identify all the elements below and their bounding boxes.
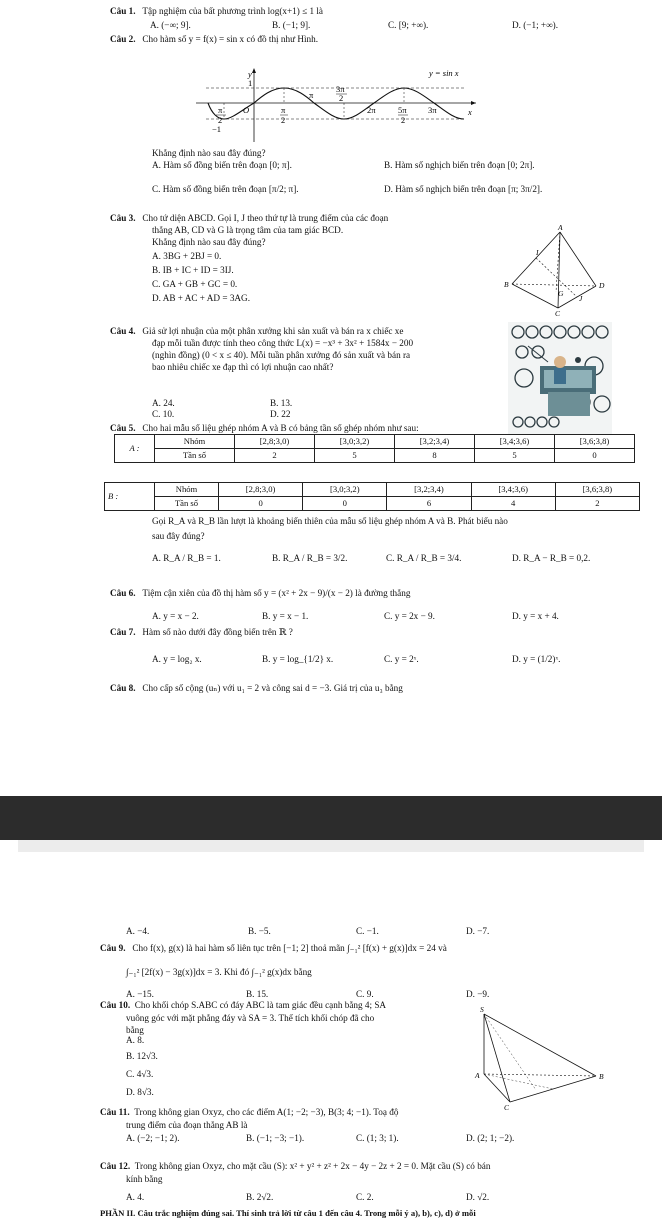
label-J: J [579,294,583,303]
label-3pi: 3π [428,105,437,115]
q4-text-3: (nghìn đồng) (0 < x ≤ 40). Mỗi tuần phân xưởng đó sản xuất và bán ra [152,350,411,360]
table-cell: [3,6;3,8) [555,483,639,497]
q5-after-1: Gọi R_A và R_B lần lượt là khoảng biến thiên của mẫu số liệu ghép nhóm A và B. Phát biểu nào [152,516,508,526]
table-cell: 4 [471,497,555,511]
q5-option-d[interactable]: D. R_A − R_B = 0,2. [512,553,591,563]
frequency-table-a [114,434,635,463]
q9-label: Câu 9. [100,943,126,953]
q6-text: Tiệm cận xiên của đồ thị hàm số y = (x² + 2x − 9)/(x − 2) là đường thẳng [142,588,411,598]
q4-option-d[interactable]: D. 22 [270,409,291,419]
q7-option-d[interactable]: D. y = (1/2)ˣ. [512,654,561,664]
q8-text: Cho cấp số cộng (uₙ) với u₁ = 2 và công sai d = −3. Giá trị của u₃ bằng [142,683,403,693]
q12-option-a[interactable]: A. 4. [126,1192,145,1202]
q9-option-c[interactable]: C. 9. [356,989,374,999]
bicycle-factory-illustration [508,322,612,434]
table-cell: 5 [315,449,395,463]
q5-option-c[interactable]: C. R_A / R_B = 3/4. [386,553,462,563]
q5-stem [110,423,419,434]
q9-option-d[interactable]: D. −9. [466,989,490,999]
table-cell: [3,6;3,8) [555,435,635,449]
tetrahedron-figure [498,224,610,316]
q8-option-b[interactable]: B. −5. [248,926,271,936]
part2-heading: PHẦN II. Câu trắc nghiệm đúng sai. Thí sinh trả lời từ câu 1 đến câu 4. Trong mỗi ý a), b), c), d) ở mỗi [100,1208,476,1218]
label-B: B [599,1072,604,1081]
q1-label: Câu 1. [110,6,136,16]
q9-text-1: Cho f(x), g(x) là hai hàm số liên tục trên [−1; 2] thoả mãn ∫₋₁² [f(x) + g(x)]dx = 24 và [132,943,447,953]
q3-option-c[interactable]: C. GA + GB + GC = 0. [152,279,238,289]
q1-option-b[interactable]: B. (−1; 9]. [272,20,311,30]
q10-option-d[interactable]: D. 8√3. [126,1087,154,1097]
q4-stem [110,326,403,337]
q2-text: Cho hàm số y = f(x) = sin x có đồ thị như Hình. [142,34,319,44]
q6-label: Câu 6. [110,588,136,598]
q1-option-c[interactable]: C. [9; +∞). [388,20,429,30]
q12-option-d[interactable]: D. √2. [466,1192,490,1202]
q8-label: Câu 8. [110,683,136,693]
table-cell: Nhóm [155,483,219,497]
frequency-table-b [104,482,640,511]
q7-label: Câu 7. [110,627,136,637]
q2-option-c[interactable]: C. Hàm số đồng biến trên đoạn [π/2; π]. [152,184,299,194]
q8-stem [110,683,403,694]
table-cell: Tần số [155,497,219,511]
table-cell: [2,8;3,0) [235,435,315,449]
q10-text-2: vuông góc với mặt phẳng đáy và SA = 3. Thể tích khối chóp đã cho [126,1013,375,1023]
label-3pi2-den: 2 [339,93,344,103]
label-A: A [475,1071,480,1080]
label-D: D [599,281,605,290]
q12-text-2: kính bằng [126,1174,163,1184]
q8-option-a[interactable]: A. −4. [126,926,150,936]
q2-option-b[interactable]: B. Hàm số nghịch biến trên đoạn [0; 2π]. [384,160,535,170]
q6-option-a[interactable]: A. y = x − 2. [152,611,199,621]
q2-prompt: Khẳng định nào sau đây đúng? [152,148,266,158]
q3-prompt: Khẳng định nào sau đây đúng? [152,237,266,247]
table-a-name: A : [115,435,155,463]
q3-option-b[interactable]: B. IB + IC + ID = 3IJ. [152,265,234,275]
x-axis-label: x [468,107,472,117]
q8-option-d[interactable]: D. −7. [466,926,490,936]
table-a-freq-row [115,449,635,463]
sine-graph [196,66,478,144]
table-cell: 0 [555,449,635,463]
q11-label: Câu 11. [100,1107,130,1117]
table-cell: 8 [395,449,475,463]
q5-label: Câu 5. [110,423,136,433]
q9-stem [100,943,447,954]
q11-text-2: trung điểm của đoạn thẳng AB là [126,1120,248,1130]
label-G: G [558,289,564,298]
q3-text-1: Cho tứ diện ABCD. Gọi I, J theo thứ tự là trung điểm của các đoạn [142,213,389,223]
q2-option-d[interactable]: D. Hàm số nghịch biến trên đoạn [π; 3π/2]. [384,184,543,194]
q7-option-b[interactable]: B. y = log_{1/2} x. [262,654,334,664]
label-one: 1 [248,78,253,88]
table-cell: 0 [219,497,303,511]
q12-option-c[interactable]: C. 2. [356,1192,374,1202]
q11-option-c[interactable]: C. (1; 3; 1). [356,1133,399,1143]
q10-label: Câu 10. [100,1000,131,1010]
table-cell: 6 [387,497,471,511]
q3-option-a[interactable]: A. 3BG + 2BJ = 0. [152,251,222,261]
q2-option-a[interactable]: A. Hàm số đồng biến trên đoạn [0; π]. [152,160,292,170]
q11-text-1: Trong không gian Oxyz, cho các điểm A(1; −2; −3), B(3; 4; −1). Toạ độ [134,1107,399,1117]
pyramid-figure [470,1004,610,1110]
scan-light-band [18,840,644,852]
label-A: A [558,224,563,232]
table-b-group-row [105,483,640,497]
q4-label: Câu 4. [110,326,136,336]
q6-stem [110,588,410,599]
label-2pi: 2π [367,105,376,115]
q11-option-d[interactable]: D. (2; 1; −2). [466,1133,515,1143]
table-cell: 2 [555,497,639,511]
q5-option-a[interactable]: A. R_A / R_B = 1. [152,553,221,563]
label-I: I [536,248,539,257]
scan-dark-band [0,796,662,840]
q9-option-a[interactable]: A. −15. [126,989,154,999]
label-C: C [504,1103,510,1110]
q1-option-a[interactable]: A. (−∞; 9]. [150,20,191,30]
q10-option-a[interactable]: A. 8. [126,1035,145,1045]
q4-text-1: Giả sử lợi nhuận của một phân xưởng khi sản xuất và bán ra x chiếc xe [142,326,404,336]
label-5pi2: 5π [398,105,407,115]
table-cell: [3,0;3,2) [315,435,395,449]
q4-option-b[interactable]: B. 13. [270,398,293,408]
q12-text-1: Trong không gian Oxyz, cho mặt cầu (S): x² + y² + z² + 2x − 4y − 2z + 2 = 0. Mặt cầu (S) có bán [134,1161,491,1171]
label-5pi2-den: 2 [401,115,406,125]
table-cell: Tần số [155,449,235,463]
q10-text-3: bằng [126,1025,144,1035]
label-pi: π [309,90,314,100]
q6-option-d[interactable]: D. y = x + 4. [512,611,559,621]
q10-stem [100,1000,386,1011]
q5-option-b[interactable]: B. R_A / R_B = 3/2. [272,553,348,563]
q12-option-b[interactable]: B. 2√2. [246,1192,274,1202]
table-cell: Nhóm [155,435,235,449]
q10-option-b[interactable]: B. 12√3. [126,1051,158,1061]
table-cell: [3,2;3,4) [395,435,475,449]
q2-stem [110,34,318,45]
q1-stem [110,6,323,17]
q2-label: Câu 2. [110,34,136,44]
q6-option-c[interactable]: C. y = 2x − 9. [384,611,435,621]
q3-stem [110,213,388,224]
label-3pi2: 3π [336,84,345,94]
q10-option-c[interactable]: C. 4√3. [126,1069,154,1079]
q8-option-c[interactable]: C. −1. [356,926,379,936]
q12-stem [100,1161,490,1172]
q5-after-2: sau đây đúng? [152,531,205,541]
q9-text-2: ∫₋₁² [2f(x) − 3g(x)]dx = 3. Khi đó ∫₋₁² g(x)dx bằng [126,967,312,977]
q11-stem [100,1107,398,1118]
y-axis-arrow [252,68,256,73]
q7-option-a[interactable]: A. y = log₂ x. [152,654,202,664]
y-axis-label: y [248,69,252,79]
table-cell: 5 [475,449,555,463]
table-b-name: B : [105,483,155,511]
q3-text-2: thẳng AB, CD và G là trọng tâm của tam giác BCD. [152,225,344,235]
table-cell: [3,2;3,4) [387,483,471,497]
table-cell: [3,0;3,2) [303,483,387,497]
q3-label: Câu 3. [110,213,136,223]
q5-text: Cho hai mẫu số liệu ghép nhóm A và B có bảng tần số ghép nhóm như sau: [142,423,419,433]
table-cell: 0 [303,497,387,511]
q1-text: Tập nghiệm của bất phương trình log(x+1) ≤ 1 là [142,6,323,16]
q4-option-c[interactable]: C. 10. [152,409,175,419]
label-mpi2-den: 2 [218,115,223,125]
q4-text-4: bao nhiêu chiếc xe đạp thì có lợi nhuận cao nhất? [152,362,334,372]
q11-option-b[interactable]: B. (−1; −3; −1). [246,1133,305,1143]
q3-option-d[interactable]: D. AB + AC + AD = 3AG. [152,293,250,303]
q6-option-b[interactable]: B. y = x − 1. [262,611,309,621]
label-C: C [555,309,561,316]
q1-option-d[interactable]: D. (−1; +∞). [512,20,559,30]
q7-stem [110,627,293,638]
q11-option-a[interactable]: A. (−2; −1; 2). [126,1133,180,1143]
table-a-group-row [115,435,635,449]
table-cell: 2 [235,449,315,463]
label-mpi2: π [218,105,223,115]
q4-option-a[interactable]: A. 24. [152,398,175,408]
q7-text: Hàm số nào dưới đây đồng biến trên ℝ ? [142,627,293,637]
label-B: B [504,280,509,289]
label-pi2-den: 2 [281,115,286,125]
table-cell: [2,8;3,0) [219,483,303,497]
table-cell: [3,4;3,6) [471,483,555,497]
label-minus-one: −1 [212,124,222,134]
label-S: S [480,1005,484,1014]
q7-option-c[interactable]: C. y = 2ˣ. [384,654,419,664]
table-cell: [3,4;3,6) [475,435,555,449]
q4-text-2: đạp mỗi tuần được tính theo công thức L(x) = −x³ + 3x² + 1584x − 200 [152,338,414,348]
q12-label: Câu 12. [100,1161,131,1171]
q9-option-b[interactable]: B. 15. [246,989,269,999]
label-origin: O [243,105,250,115]
label-pi2: π [281,105,286,115]
table-b-freq-row [105,497,640,511]
q10-text-1: Cho khối chóp S.ABC có đáy ABC là tam giác đều cạnh bằng 4; SA [134,1000,387,1010]
x-axis-arrow [471,101,476,105]
curve-label: y = sin x [429,68,459,78]
